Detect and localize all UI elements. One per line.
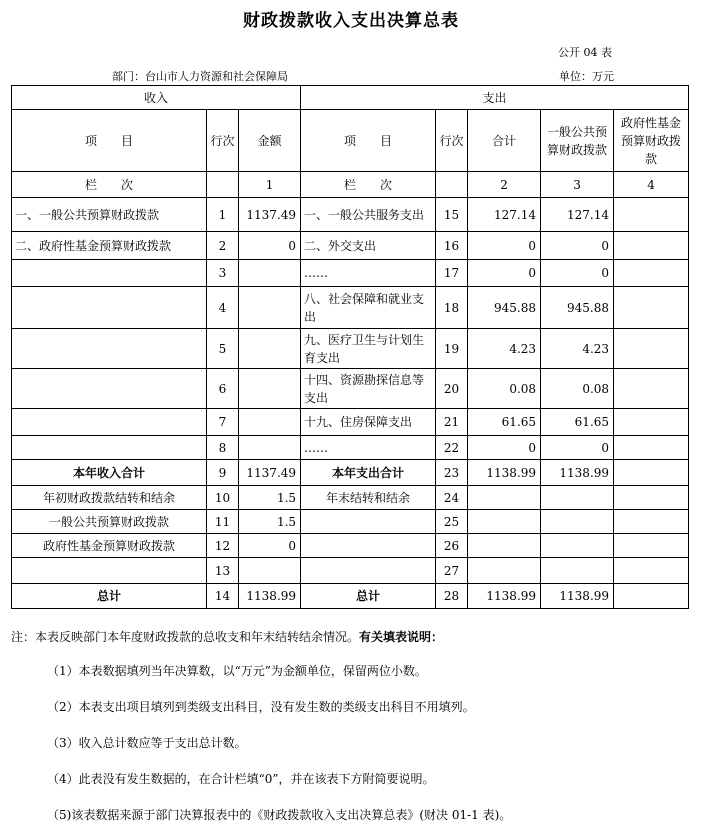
income-amount [239,287,301,329]
expense-fund [614,584,689,609]
table-row [12,436,689,460]
column-label-expense: 栏 次 [301,172,436,198]
income-amount: 1.5 [239,510,301,534]
unit-label: 单位：万元 [559,70,614,83]
expense-general: 0 [541,232,614,260]
table-row [12,486,689,510]
expense-total: 945.88 [468,287,541,329]
income-amount: 1138.99 [239,584,301,609]
expense-item: 十四、资源勘探信息等支出 [301,369,436,409]
expense-line: 20 [436,369,468,409]
expense-fund [614,232,689,260]
expense-line: 15 [436,198,468,232]
income-item: 一般公共预算财政拨款 [12,510,207,534]
expense-item [301,534,436,558]
income-item [12,369,207,409]
income-amount: 0 [239,534,301,558]
expense-total: 0 [468,232,541,260]
expense-section-header: 支出 [301,86,689,110]
expense-line: 28 [436,584,468,609]
income-section-header: 收入 [12,86,301,110]
expense-general: 945.88 [541,287,614,329]
expense-general: 0 [541,436,614,460]
expense-total [468,534,541,558]
expense-line: 25 [436,510,468,534]
expense-item [301,510,436,534]
income-subtotal-label: 本年收入合计 [12,460,207,486]
income-line: 7 [207,409,239,436]
expense-item [301,558,436,584]
expense-line: 16 [436,232,468,260]
income-line: 3 [207,260,239,287]
expense-line: 22 [436,436,468,460]
column-number-row [12,172,689,198]
section-header-row [12,86,689,110]
income-amount [239,409,301,436]
expense-total-header: 合计 [468,110,541,172]
expense-line: 21 [436,409,468,436]
expense-general: 61.65 [541,409,614,436]
table-row [12,260,689,287]
expense-item-header: 项 目 [301,110,436,172]
expense-general: 127.14 [541,198,614,232]
department-label: 部门：台山市人力资源和社会保障局 [112,70,288,83]
expense-item: 八、社会保障和就业支出 [301,287,436,329]
income-item: 一、一般公共预算财政拨款 [12,198,207,232]
expense-fund [614,198,689,232]
note-item: （2）本表支出项目填列到类级支出科目，没有发生数的类级支出科目不用填列。 [47,700,475,714]
notes-section [11,628,691,824]
income-item [12,436,207,460]
income-line: 10 [207,486,239,510]
table-row [12,510,689,534]
expense-general [541,510,614,534]
expense-line: 26 [436,534,468,558]
income-item [12,260,207,287]
income-item: 年初财政拨款结转和结余 [12,486,207,510]
expense-total: 127.14 [468,198,541,232]
expense-general [541,558,614,584]
income-amount: 1137.49 [239,198,301,232]
expense-line: 24 [436,486,468,510]
income-amount [239,260,301,287]
income-item [12,287,207,329]
column-number-1: 1 [239,172,301,198]
expense-total [468,510,541,534]
expense-fund [614,510,689,534]
note-item: （5)该表数据来源于部门决算报表中的《财政拨款收入支出决算总表》(财决 01-1 表)。 [47,808,512,822]
income-line: 1 [207,198,239,232]
form-code: 公开 04 表 [558,46,612,59]
expense-line: 19 [436,329,468,369]
expense-total: 0.08 [468,369,541,409]
expense-total: 1138.99 [468,460,541,486]
expense-general: 1138.99 [541,460,614,486]
table-row [12,460,689,486]
column-label-income: 栏 次 [12,172,207,198]
column-number-2: 2 [468,172,541,198]
expense-fund [614,369,689,409]
expense-line-header: 行次 [436,110,468,172]
budget-table [11,85,689,609]
expense-fund [614,329,689,369]
table-row [12,329,689,369]
expense-item: …… [301,260,436,287]
income-line: 14 [207,584,239,609]
page-title: 财政拨款收入支出决算总表 [243,11,459,31]
income-line: 5 [207,329,239,369]
income-amount: 0 [239,232,301,260]
column-number-4: 4 [614,172,689,198]
income-amount: 1137.49 [239,460,301,486]
expense-line: 27 [436,558,468,584]
expense-item: 一、一般公共服务支出 [301,198,436,232]
income-line: 8 [207,436,239,460]
expense-general [541,534,614,558]
income-line: 12 [207,534,239,558]
expense-fund [614,460,689,486]
income-amount [239,436,301,460]
income-line: 9 [207,460,239,486]
income-line: 13 [207,558,239,584]
expense-total [468,558,541,584]
income-line: 2 [207,232,239,260]
note-head-text: 注：本表反映部门本年度财政拨款的总收支和年末结转结余情况。 [11,630,360,644]
note-item: （1）本表数据填列当年决算数，以“万元”为金额单位，保留两位小数。 [47,664,427,678]
expense-fund [614,558,689,584]
column-number-3: 3 [541,172,614,198]
expense-general: 4.23 [541,329,614,369]
expense-general [541,486,614,510]
income-item: 政府性基金预算财政拨款 [12,534,207,558]
income-amount: 1.5 [239,486,301,510]
fund-budget-header: 政府性基金预算财政拨款 [614,110,689,172]
income-line-header: 行次 [207,110,239,172]
expense-general: 0.08 [541,369,614,409]
table-row [12,287,689,329]
table-row [12,369,689,409]
note-head [11,628,691,646]
expense-total [468,486,541,510]
note-item: （3）收入总计数应等于支出总计数。 [47,736,247,750]
income-amount [239,369,301,409]
expense-total: 0 [468,436,541,460]
expense-total: 1138.99 [468,584,541,609]
income-grand-total-label: 总计 [12,584,207,609]
expense-item: 九、医疗卫生与计划生育支出 [301,329,436,369]
note-head-bold: 有关填表说明： [359,630,444,644]
income-line: 11 [207,510,239,534]
income-item [12,409,207,436]
column-header-row [12,110,689,172]
expense-item: 十九、住房保障支出 [301,409,436,436]
expense-general: 0 [541,260,614,287]
expense-line: 23 [436,460,468,486]
expense-fund [614,436,689,460]
table-row [12,232,689,260]
expense-subtotal-label: 本年支出合计 [301,460,436,486]
income-item [12,329,207,369]
note-item: （4）此表没有发生数据的，在合计栏填“0”，并在该表下方附简要说明。 [47,772,435,786]
expense-grand-total-label: 总计 [301,584,436,609]
table-row [12,534,689,558]
income-amount [239,329,301,369]
expense-fund [614,534,689,558]
expense-fund [614,287,689,329]
expense-item: 年末结转和结余 [301,486,436,510]
income-amount [239,558,301,584]
expense-general: 1138.99 [541,584,614,609]
income-line: 6 [207,369,239,409]
expense-total: 4.23 [468,329,541,369]
expense-fund [614,409,689,436]
expense-total: 0 [468,260,541,287]
income-item-header: 项 目 [12,110,207,172]
expense-line: 18 [436,287,468,329]
income-item: 二、政府性基金预算财政拨款 [12,232,207,260]
expense-fund [614,260,689,287]
income-line: 4 [207,287,239,329]
expense-line: 17 [436,260,468,287]
expense-total: 61.65 [468,409,541,436]
expense-item: …… [301,436,436,460]
expense-fund [614,486,689,510]
table-row [12,198,689,232]
table-row [12,584,689,609]
income-amount-header: 金额 [239,110,301,172]
table-row [12,558,689,584]
income-item [12,558,207,584]
expense-item: 二、外交支出 [301,232,436,260]
table-row [12,409,689,436]
general-budget-header: 一般公共预算财政拨款 [541,110,614,172]
